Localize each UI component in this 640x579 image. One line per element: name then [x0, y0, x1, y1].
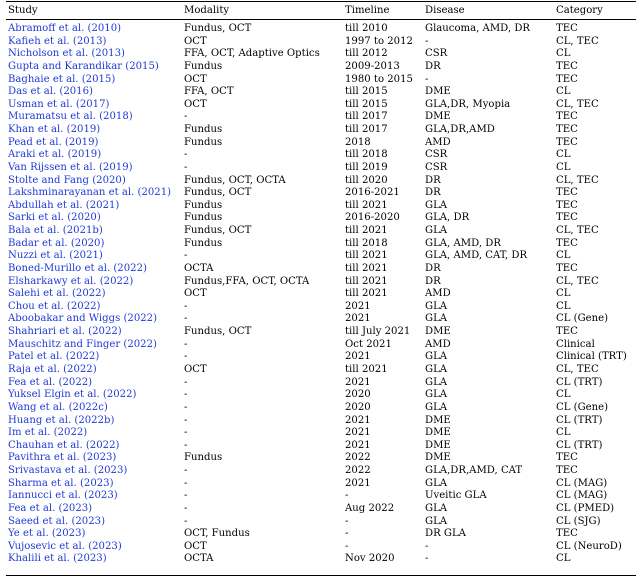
- table-row: [6, 174, 636, 187]
- study-link[interactable]: Muramatsu et al. (2018): [8, 111, 133, 123]
- modality-cell: -: [184, 502, 188, 514]
- category-cell: CL: [556, 149, 571, 161]
- modality-cell: Fundus, OCT: [184, 326, 252, 338]
- disease-cell: GLA: [425, 515, 448, 527]
- disease-cell: CSR: [425, 48, 448, 60]
- category-cell: CL: [556, 427, 571, 439]
- category-cell: CL, TEC: [556, 225, 599, 237]
- timeline-cell: till 2015: [345, 98, 388, 110]
- modality-cell: Fundus: [184, 124, 223, 136]
- disease-cell: CSR: [425, 161, 448, 173]
- timeline-cell: 2021: [345, 427, 371, 439]
- modality-cell: -: [184, 465, 188, 477]
- category-cell: TEC: [556, 452, 578, 464]
- modality-cell: -: [184, 414, 188, 426]
- category-cell: CL (TRT): [556, 414, 603, 426]
- modality-cell: -: [184, 300, 188, 312]
- disease-cell: DR GLA: [425, 528, 466, 540]
- category-cell: CL (MAG): [556, 477, 608, 489]
- modality-cell: -: [184, 389, 188, 401]
- category-cell: CL (Gene): [556, 313, 609, 325]
- header-category: Category: [556, 5, 603, 16]
- modality-cell: -: [184, 351, 188, 363]
- study-link[interactable]: Araki et al. (2019): [8, 149, 102, 161]
- category-cell: CL (TRT): [556, 439, 603, 451]
- study-link[interactable]: Im et al. (2022): [8, 427, 88, 439]
- timeline-cell: till 2010: [345, 23, 388, 34]
- modality-cell: OCTA: [184, 262, 214, 274]
- study-link[interactable]: Boned-Murillo et al. (2022): [8, 262, 147, 274]
- modality-cell: -: [184, 149, 188, 161]
- table-row: [6, 199, 636, 212]
- study-link[interactable]: Saeed et al. (2023): [8, 515, 106, 527]
- study-link[interactable]: Salehi et al. (2022): [8, 288, 106, 300]
- study-link[interactable]: Iannucci et al. (2023): [8, 490, 118, 502]
- disease-cell: GLA, AMD, CAT, DR: [425, 250, 528, 262]
- disease-cell: GLA: [425, 199, 448, 211]
- table-row: [6, 47, 636, 60]
- study-link[interactable]: Stolte and Fang (2020): [8, 174, 126, 186]
- category-cell: Clinical (TRT): [556, 351, 627, 363]
- disease-cell: GLA, DR: [425, 212, 470, 224]
- timeline-cell: till 2018: [345, 237, 388, 249]
- timeline-cell: 2009-2013: [345, 60, 400, 72]
- disease-cell: GLA,DR,AMD: [425, 124, 495, 136]
- category-cell: TEC: [556, 124, 578, 136]
- table-row: [6, 249, 636, 262]
- category-cell: CL (MAG): [556, 490, 608, 502]
- table-row: [6, 350, 636, 363]
- category-cell: CL (NeuroD): [556, 540, 622, 552]
- timeline-cell: 2016-2021: [345, 187, 400, 199]
- modality-cell: Fundus, OCT, OCTA: [184, 174, 286, 186]
- study-link[interactable]: Raja et al. (2022): [8, 364, 97, 375]
- timeline-cell: Nov 2020: [345, 553, 395, 565]
- timeline-cell: till 2021: [345, 262, 388, 274]
- study-link[interactable]: Gupta and Karandikar (2015): [8, 60, 159, 72]
- modality-cell: Fundus, OCT: [184, 187, 252, 199]
- study-link[interactable]: Lakshminarayanan et al. (2021): [8, 187, 172, 199]
- study-link[interactable]: Huang et al. (2022b): [8, 414, 115, 426]
- header-modality: Modality: [184, 5, 230, 16]
- timeline-cell: 2021: [345, 439, 371, 451]
- disease-cell: GLA: [425, 364, 448, 375]
- timeline-cell: till 2021: [345, 288, 388, 300]
- disease-cell: GLA: [425, 502, 448, 514]
- studies-table: [6, 0, 636, 579]
- table-row: [6, 464, 636, 477]
- table-row: [6, 60, 636, 73]
- table-row: [6, 211, 636, 224]
- disease-cell: Glaucoma, AMD, DR: [425, 23, 531, 34]
- timeline-cell: 2016-2020: [345, 212, 400, 224]
- study-link[interactable]: Pead et al. (2019): [8, 136, 99, 148]
- disease-cell: AMD: [425, 338, 451, 350]
- disease-cell: DME: [425, 439, 451, 451]
- category-cell: CL: [556, 161, 571, 173]
- study-link[interactable]: Chou et al. (2022): [8, 300, 101, 312]
- table-row: [6, 426, 636, 439]
- study-link[interactable]: Abdullah et al. (2021): [8, 199, 120, 211]
- study-link[interactable]: Ye et al. (2023): [8, 528, 86, 540]
- table-row: [6, 262, 636, 275]
- category-cell: TEC: [556, 111, 578, 123]
- study-link[interactable]: Sharma et al. (2023): [8, 477, 114, 489]
- table-row: [6, 35, 636, 48]
- table-row: [6, 376, 636, 389]
- disease-cell: DR: [425, 275, 441, 287]
- table-row: [6, 287, 636, 300]
- header-disease: Disease: [425, 5, 465, 16]
- category-cell: TEC: [556, 187, 578, 199]
- table-row: [6, 363, 636, 376]
- study-link[interactable]: Nuzzi et al. (2021): [8, 250, 103, 262]
- table-row: [6, 73, 636, 86]
- study-link[interactable]: Badar et al. (2020): [8, 237, 105, 249]
- table-row: [6, 515, 636, 528]
- study-link[interactable]: Sarki et al. (2020): [8, 212, 101, 224]
- study-link[interactable]: Yuksel Elgin et al. (2022): [8, 389, 137, 401]
- timeline-cell: -: [345, 490, 349, 502]
- timeline-cell: 2021: [345, 300, 371, 312]
- modality-cell: OCT: [184, 364, 207, 375]
- table-row: [6, 338, 636, 351]
- timeline-cell: till 2021: [345, 364, 388, 375]
- timeline-cell: -: [345, 515, 349, 527]
- header-timeline: Timeline: [345, 5, 390, 16]
- timeline-cell: till 2012: [345, 48, 388, 60]
- timeline-cell: till 2021: [345, 250, 388, 262]
- disease-cell: AMD: [425, 136, 451, 148]
- category-cell: TEC: [556, 465, 578, 477]
- study-link[interactable]: Fea et al. (2022): [8, 376, 93, 388]
- modality-cell: Fundus,FFA, OCT, OCTA: [184, 275, 310, 287]
- disease-cell: DME: [425, 452, 451, 464]
- modality-cell: OCT: [184, 540, 207, 552]
- disease-cell: DME: [425, 427, 451, 439]
- category-cell: TEC: [556, 23, 578, 34]
- study-link[interactable]: Fea et al. (2023): [8, 502, 93, 514]
- disease-cell: GLA,DR,AMD, CAT: [425, 465, 523, 477]
- study-link[interactable]: Kafieh et al. (2013): [8, 35, 107, 47]
- category-cell: CL: [556, 553, 571, 565]
- disease-cell: CSR: [425, 149, 448, 161]
- timeline-cell: till 2018: [345, 149, 388, 161]
- table-row: [6, 136, 636, 149]
- disease-cell: GLA,DR, Myopia: [425, 98, 511, 110]
- table-row: [6, 110, 636, 123]
- modality-cell: -: [184, 338, 188, 350]
- study-link[interactable]: Pavithra et al. (2023): [8, 452, 117, 464]
- study-link[interactable]: Usman et al. (2017): [8, 98, 110, 110]
- modality-cell: -: [184, 161, 188, 173]
- study-link[interactable]: Khalili et al. (2023): [8, 553, 107, 565]
- modality-cell: FFA, OCT, Adaptive Optics: [184, 48, 320, 60]
- study-link[interactable]: Das et al. (2016): [8, 86, 93, 98]
- disease-cell: GLA: [425, 313, 448, 325]
- table-bottom-rule: [6, 575, 636, 576]
- category-cell: TEC: [556, 212, 578, 224]
- category-cell: CL (SJG): [556, 515, 601, 527]
- timeline-cell: till July 2021: [345, 326, 411, 338]
- table-row: [6, 489, 636, 502]
- table-row: [6, 502, 636, 515]
- modality-cell: Fundus: [184, 212, 223, 224]
- study-link[interactable]: Wang et al. (2022c): [8, 401, 108, 413]
- disease-cell: GLA: [425, 389, 448, 401]
- disease-cell: GLA: [425, 351, 448, 363]
- table-row: [6, 300, 636, 313]
- timeline-cell: 2022: [345, 465, 371, 477]
- modality-cell: Fundus: [184, 60, 223, 72]
- category-cell: TEC: [556, 528, 578, 540]
- category-cell: CL: [556, 86, 571, 98]
- timeline-cell: till 2021: [345, 275, 388, 287]
- modality-cell: OCT, Fundus: [184, 528, 250, 540]
- timeline-cell: -: [345, 540, 349, 552]
- timeline-cell: 2020: [345, 389, 371, 401]
- study-link[interactable]: Khan et al. (2019): [8, 124, 101, 136]
- disease-cell: GLA: [425, 300, 448, 312]
- disease-cell: DME: [425, 414, 451, 426]
- disease-cell: AMD: [425, 288, 451, 300]
- header-study: Study: [8, 5, 38, 16]
- timeline-cell: 2022: [345, 452, 371, 464]
- modality-cell: -: [184, 490, 188, 502]
- table-row: [6, 414, 636, 427]
- category-cell: TEC: [556, 136, 578, 148]
- table-row: [6, 22, 636, 35]
- table-row: [6, 186, 636, 199]
- study-link[interactable]: Shahriari et al. (2022): [8, 326, 122, 338]
- timeline-cell: till 2021: [345, 225, 388, 237]
- modality-cell: OCT: [184, 98, 207, 110]
- modality-cell: -: [184, 427, 188, 439]
- table-row: [6, 325, 636, 338]
- timeline-cell: 2020: [345, 401, 371, 413]
- modality-cell: OCT: [184, 35, 207, 47]
- table-top-rule: [6, 1, 636, 2]
- category-cell: CL (Gene): [556, 401, 609, 413]
- modality-cell: -: [184, 313, 188, 325]
- category-cell: CL, TEC: [556, 35, 599, 47]
- study-link[interactable]: Mauschitz and Finger (2022): [8, 338, 157, 350]
- table-header-rule: [6, 19, 636, 20]
- table-row: [6, 401, 636, 414]
- modality-cell: -: [184, 376, 188, 388]
- category-cell: TEC: [556, 199, 578, 211]
- category-cell: CL, TEC: [556, 174, 599, 186]
- timeline-cell: 2021: [345, 313, 371, 325]
- category-cell: TEC: [556, 326, 578, 338]
- disease-cell: GLA: [425, 477, 448, 489]
- table-row: [6, 388, 636, 401]
- study-link[interactable]: Nicholson et al. (2013): [8, 48, 125, 60]
- study-link[interactable]: Vujosevic et al. (2023): [8, 540, 122, 552]
- modality-cell: Fundus: [184, 237, 223, 249]
- disease-cell: Uveitic GLA: [425, 490, 487, 502]
- study-link[interactable]: Patel et al. (2022): [8, 351, 100, 363]
- timeline-cell: Aug 2022: [345, 502, 395, 514]
- table-row: [6, 451, 636, 464]
- modality-cell: Fundus, OCT: [184, 23, 252, 34]
- disease-cell: -: [425, 35, 429, 47]
- study-link[interactable]: Bala et al. (2021b): [8, 225, 103, 237]
- timeline-cell: till 2015: [345, 86, 388, 98]
- timeline-cell: Oct 2021: [345, 338, 392, 350]
- study-link[interactable]: Elsharkawy et al. (2022): [8, 275, 134, 287]
- timeline-cell: till 2017: [345, 111, 388, 123]
- disease-cell: DR: [425, 60, 441, 72]
- study-link[interactable]: Baghaie et al. (2015): [8, 73, 116, 85]
- table-row: [6, 477, 636, 490]
- table-row: [6, 224, 636, 237]
- disease-cell: GLA, AMD, DR: [425, 237, 501, 249]
- timeline-cell: 2021: [345, 351, 371, 363]
- timeline-cell: 2018: [345, 136, 371, 148]
- modality-cell: -: [184, 111, 188, 123]
- timeline-cell: -: [345, 528, 349, 540]
- timeline-cell: till 2021: [345, 199, 388, 211]
- timeline-cell: 1997 to 2012: [345, 35, 413, 47]
- modality-cell: OCTA: [184, 553, 214, 565]
- table-row: [6, 148, 636, 161]
- modality-cell: OCT: [184, 288, 207, 300]
- modality-cell: -: [184, 401, 188, 413]
- modality-cell: Fundus: [184, 452, 223, 464]
- timeline-cell: 2021: [345, 477, 371, 489]
- study-link[interactable]: Van Rijssen et al. (2019): [8, 161, 133, 173]
- timeline-cell: 1980 to 2015: [345, 73, 413, 85]
- modality-cell: OCT: [184, 73, 207, 85]
- category-cell: CL: [556, 48, 571, 60]
- category-cell: CL: [556, 288, 571, 300]
- disease-cell: DR: [425, 187, 441, 199]
- modality-cell: Fundus: [184, 136, 223, 148]
- category-cell: Clinical: [556, 338, 595, 350]
- disease-cell: -: [425, 553, 429, 565]
- modality-cell: -: [184, 477, 188, 489]
- table-header-row: [6, 4, 636, 17]
- disease-cell: GLA: [425, 376, 448, 388]
- category-cell: TEC: [556, 262, 578, 274]
- timeline-cell: 2021: [345, 414, 371, 426]
- timeline-cell: till 2017: [345, 124, 388, 136]
- table-row: [6, 527, 636, 540]
- category-cell: TEC: [556, 73, 578, 85]
- category-cell: TEC: [556, 60, 578, 72]
- timeline-cell: till 2019: [345, 161, 388, 173]
- study-link[interactable]: Chauhan et al. (2022): [8, 439, 120, 451]
- table-row: [6, 85, 636, 98]
- disease-cell: GLA: [425, 401, 448, 413]
- category-cell: TEC: [556, 237, 578, 249]
- timeline-cell: 2021: [345, 376, 371, 388]
- table-row: [6, 275, 636, 288]
- study-link[interactable]: Srivastava et al. (2023): [8, 465, 128, 477]
- disease-cell: GLA: [425, 225, 448, 237]
- category-cell: CL, TEC: [556, 364, 599, 375]
- disease-cell: -: [425, 73, 429, 85]
- modality-cell: -: [184, 250, 188, 262]
- category-cell: CL, TEC: [556, 98, 599, 110]
- modality-cell: Fundus: [184, 199, 223, 211]
- category-cell: CL: [556, 300, 571, 312]
- disease-cell: DME: [425, 326, 451, 338]
- table-row: [6, 237, 636, 250]
- modality-cell: -: [184, 439, 188, 451]
- table-row: [6, 439, 636, 452]
- table-row: [6, 312, 636, 325]
- category-cell: CL (TRT): [556, 376, 603, 388]
- timeline-cell: till 2020: [345, 174, 388, 186]
- disease-cell: DME: [425, 111, 451, 123]
- disease-cell: DR: [425, 262, 441, 274]
- disease-cell: -: [425, 540, 429, 552]
- modality-cell: Fundus, OCT: [184, 225, 252, 237]
- disease-cell: DR: [425, 174, 441, 186]
- table-row: [6, 540, 636, 553]
- table-row: [6, 552, 636, 565]
- table-row: [6, 161, 636, 174]
- category-cell: CL: [556, 250, 571, 262]
- modality-cell: FFA, OCT: [184, 86, 234, 98]
- category-cell: CL: [556, 389, 571, 401]
- category-cell: CL, TEC: [556, 275, 599, 287]
- disease-cell: DME: [425, 86, 451, 98]
- category-cell: CL (PMED): [556, 502, 615, 514]
- modality-cell: -: [184, 515, 188, 527]
- table-row: [6, 123, 636, 136]
- study-link[interactable]: Aboobakar and Wiggs (2022): [8, 313, 158, 325]
- study-link[interactable]: Abramoff et al. (2010): [8, 23, 122, 34]
- table-row: [6, 98, 636, 111]
